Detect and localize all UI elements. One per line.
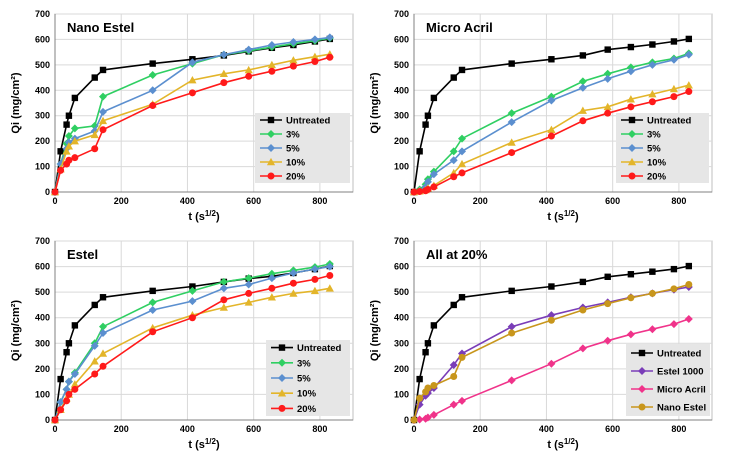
data-point [605,274,611,280]
legend-marker [279,405,286,412]
y-tick-label: 400 [393,85,409,96]
legend-label: 3% [647,129,661,141]
panel-nano-estel [10,9,353,223]
data-point [628,44,634,50]
data-point [416,188,423,195]
y-tick-label: 0 [44,415,50,425]
y-tick-label: 200 [393,363,409,374]
x-tick-label: 400 [538,196,554,206]
y-tick-label: 0 [403,415,409,425]
data-point [451,74,457,80]
data-point [430,382,437,389]
x-axis-title: t $(s^{1/2})$ [547,208,579,223]
y-tick-label: 400 [393,312,409,323]
y-tick-label: 300 [393,110,409,121]
y-tick-label: 700 [34,9,50,19]
y-tick-label: 200 [393,136,409,147]
legend-label: Untreated [286,115,331,127]
data-point [65,157,72,164]
data-point [686,263,692,269]
data-point [430,183,437,190]
x-tick-label: 400 [179,196,195,206]
legend-marker [639,350,645,356]
data-point [548,56,554,62]
data-point [685,281,692,288]
x-axis-title: t $(s^{1/2})$ [188,436,220,451]
x-tick-label: 800 [312,424,328,434]
x-tick-label: 600 [605,196,621,206]
data-point [65,391,72,398]
data-point [425,340,431,346]
y-tick-label: 500 [393,287,409,298]
data-point [508,330,515,337]
legend-label: Nano Estel [657,402,707,414]
data-point [416,148,422,154]
y-tick-label: 200 [34,136,50,147]
data-point [66,113,72,119]
data-point [580,52,586,58]
data-point [311,58,318,65]
data-point [63,397,70,404]
y-tick-label: 700 [393,236,409,246]
data-point [220,296,227,303]
legend-label: Micro Acril [657,384,706,396]
legend-label: 5% [647,143,661,155]
data-point [649,290,656,297]
data-point [450,173,457,180]
data-point [100,363,107,370]
y-tick-label: 300 [34,110,50,121]
legend-marker [279,344,285,350]
legend-marker [629,173,636,180]
legend-label: 10% [297,388,317,400]
y-tick-label: 500 [34,287,50,298]
data-point [649,98,656,105]
panel-title: All at 20% [426,247,488,262]
data-point [627,103,634,110]
x-tick-label: 400 [179,424,195,434]
x-tick-label: 600 [246,196,262,206]
data-point [52,189,59,196]
data-point [416,376,422,382]
data-point [685,88,692,95]
data-point [686,36,692,42]
legend-label: Untreated [657,348,702,360]
x-tick-label: 200 [113,196,129,206]
legend-label: 10% [647,157,667,169]
y-tick-label: 500 [34,59,50,70]
panel-title: Estel [67,247,99,262]
data-point [649,41,655,47]
data-point [604,300,611,307]
x-tick-label: 600 [605,424,621,434]
x-tick-label: 200 [472,424,488,434]
y-tick-label: 100 [393,161,409,172]
data-point [431,322,437,328]
data-point [100,126,107,133]
x-tick-label: 400 [538,424,554,434]
data-point [52,417,59,424]
data-point [63,349,69,355]
data-point [71,154,78,161]
y-tick-label: 700 [393,9,409,19]
x-axis-title: t $(s^{1/2})$ [547,436,579,451]
panel-title: Nano Estel [67,20,135,35]
data-point [425,113,431,119]
data-point [220,79,227,86]
data-point [100,67,106,73]
data-point [604,110,611,117]
data-point [670,93,677,100]
data-point [290,63,297,70]
y-tick-label: 0 [44,187,50,197]
data-point [92,302,98,308]
data-point [548,317,555,324]
data-point [326,272,333,279]
legend [266,340,350,416]
data-point [579,117,586,124]
data-point [451,302,457,308]
y-tick-label: 600 [393,34,409,45]
data-point [245,290,252,297]
panel-micro-acril [369,9,712,223]
data-point [149,288,155,294]
data-point [411,417,418,424]
data-point [579,307,586,314]
data-point [268,285,275,292]
legend-label: 3% [286,129,300,141]
data-point [290,280,297,287]
panel-all-at-20 [369,236,712,451]
data-point [431,95,437,101]
data-point [91,370,98,377]
legend [616,113,709,183]
data-point [91,145,98,152]
data-point [189,314,196,321]
x-tick-label: 0 [411,196,417,206]
x-tick-label: 0 [52,196,58,206]
legend-label: 3% [297,358,311,370]
panel-title: Micro Acril [426,20,493,35]
y-tick-label: 100 [393,389,409,400]
data-point [326,54,333,61]
legend-label: Untreated [297,343,342,355]
y-tick-label: 600 [34,34,50,45]
legend [626,344,710,416]
x-axis-title: t $(s^{1/2})$ [188,208,220,223]
data-point [71,386,78,393]
data-point [671,266,677,272]
panel-estel [10,236,353,451]
y-axis-title: Qi (mg/cm²) [10,299,22,362]
data-point [311,276,318,283]
legend-label: 5% [286,143,300,155]
y-axis-title: Qi (mg/cm²) [369,299,381,362]
data-point [649,268,655,274]
data-point [63,121,69,127]
data-point [670,285,677,292]
data-point [450,373,457,380]
x-tick-label: 200 [472,196,488,206]
y-axis-title: Qi (mg/cm²) [10,72,22,134]
data-point [416,395,423,402]
legend-marker [268,173,275,180]
legend-label: 20% [297,403,317,415]
legend-marker [268,117,274,123]
data-point [72,95,78,101]
data-point [580,279,586,285]
y-tick-label: 300 [393,338,409,349]
data-point [92,74,98,80]
data-point [459,169,466,176]
data-point [268,68,275,75]
data-point [671,38,677,44]
y-tick-label: 600 [393,261,409,272]
data-point [100,294,106,300]
legend-marker [639,404,646,411]
legend-label: 20% [286,171,306,183]
y-tick-label: 700 [34,236,50,246]
legend-label: Untreated [647,115,692,127]
data-point [548,283,554,289]
data-point [66,340,72,346]
y-tick-label: 500 [393,59,409,70]
data-point [149,328,156,335]
y-tick-label: 100 [34,161,50,172]
legend [255,113,350,183]
x-tick-label: 800 [671,196,687,206]
data-point [459,67,465,73]
data-point [605,46,611,52]
x-tick-label: 200 [113,424,129,434]
data-point [57,376,63,382]
y-axis-title: Qi (mg/cm²) [369,72,381,134]
legend-label: 10% [286,157,306,169]
data-point [57,167,64,174]
legend-marker [629,117,635,123]
x-tick-label: 800 [671,424,687,434]
y-tick-label: 200 [34,363,50,374]
data-point [424,385,431,392]
data-point [508,149,515,156]
data-point [422,349,428,355]
data-point [424,186,431,193]
x-tick-label: 0 [411,424,417,434]
data-point [57,406,64,413]
x-tick-label: 800 [312,196,328,206]
data-point [508,288,514,294]
y-tick-label: 400 [34,312,50,323]
data-point [422,121,428,127]
data-point [149,60,155,66]
y-tick-label: 300 [34,338,50,349]
legend-label: Estel 1000 [657,366,704,378]
data-point [245,73,252,80]
y-tick-label: 100 [34,389,50,400]
data-point [189,89,196,96]
data-point [459,354,466,361]
y-tick-label: 600 [34,261,50,272]
data-point [149,102,156,109]
data-point [72,322,78,328]
data-point [548,133,555,140]
legend-label: 5% [297,373,311,385]
legend-label: 20% [647,171,667,183]
y-tick-label: 400 [34,85,50,96]
data-point [628,271,634,277]
data-point [508,60,514,66]
x-tick-label: 600 [246,424,262,434]
data-point [459,294,465,300]
x-tick-label: 0 [52,424,58,434]
y-tick-label: 0 [403,187,409,197]
data-point [627,294,634,301]
